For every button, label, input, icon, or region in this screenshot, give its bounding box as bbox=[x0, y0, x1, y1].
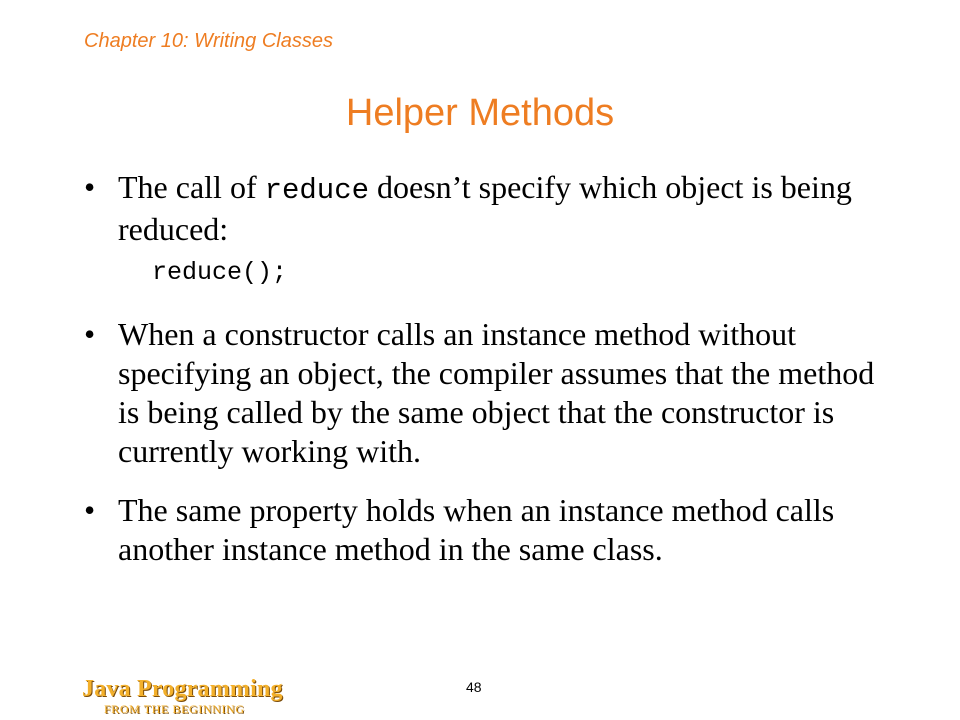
code-example: reduce(); bbox=[152, 258, 288, 287]
bullet-list bbox=[84, 168, 884, 569]
bullet-item-1 bbox=[84, 168, 884, 293]
bullet-item-2 bbox=[84, 315, 884, 471]
bullet-item-3 bbox=[84, 491, 884, 569]
inline-code: reduce bbox=[264, 174, 370, 207]
bullet-text: When a constructor calls an instance method without specifying an object, the compiler assumes that the method is being called by the same object that the constructor is currently working with. bbox=[118, 316, 875, 469]
chapter-heading: Chapter 10: Writing Classes bbox=[84, 30, 333, 52]
slide-title: Helper Methods bbox=[345, 92, 615, 134]
book-logo bbox=[82, 676, 283, 717]
bullet-icon: • bbox=[84, 169, 96, 205]
bullet-text-before-code: The call of bbox=[118, 169, 265, 205]
bullet-text: The same property holds when an instance method calls another instance method in the same class. bbox=[118, 492, 835, 567]
page-number: 48 bbox=[466, 679, 482, 695]
bullet-icon: • bbox=[84, 316, 96, 352]
bullet-text-after-code: doesn’t specify which object is being reduced: bbox=[118, 169, 852, 247]
logo-title: Java Programming bbox=[82, 676, 283, 702]
bullet-icon: • bbox=[84, 492, 96, 528]
logo-subtitle: FROM THE BEGINNING bbox=[104, 702, 245, 716]
